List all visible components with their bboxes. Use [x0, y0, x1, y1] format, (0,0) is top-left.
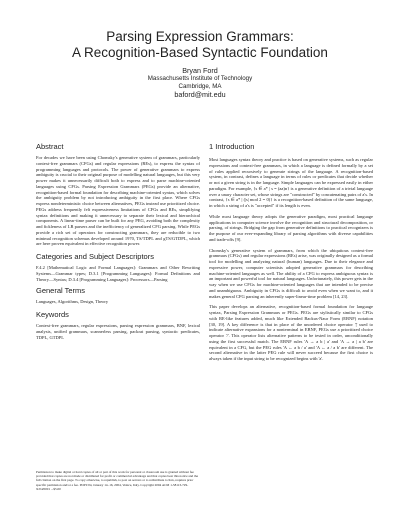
affiliation-2: Cambridge, MA: [178, 82, 222, 90]
title-line-2: A Recognition-Based Syntactic Foundation: [72, 45, 328, 60]
intro-paragraph-2: While most language theory adopts the generative paradigm, most practical language applications in computer science involve the recognition and structural decomposition, or parsing, of strings. Bridging the gap from generative definitions to practical recognizers is the purpose of our ever-expanding library of parsing algorithms with diverse capabilities and trade-offs [9].: [209, 213, 373, 242]
affiliation-1: Massachusetts Institute of Technology: [147, 75, 253, 82]
intro-paragraph-3: Chomsky's generative system of grammars, from which the ubiquitous context-free grammars (CFGs) and regular expressions (REs) arise, was originally designed as a formal tool for modelling and analyzing natural (human) languages. Due to their elegance and expressive power, computer scientists adopted generative grammars for describing machine-oriented languages as well. The ability of a CFG to express ambiguous syntax is an important and powerful tool for natural languages. Unfortunately, this power gets in the way when we use CFGs for machine-oriented languages that are intended to be precise and unambiguous. Ambiguity in CFGs is difficult to avoid even when we want to, and it makes general CFG parsing an inherently super-linear-time problem [14, 23].: [209, 247, 373, 299]
right-column: [209, 142, 373, 367]
general-terms-text: Languages, Algorithms, Design, Theory: [36, 299, 109, 305]
categories-text: F.4.2 [Mathematical Logic and Formal Languages]: Grammars and Other Rewriting Systems—Grammar types; D.3.1 [Programming Languages]: Formal Definitions and Theory—Syntax; D.3.4 [Programming Languages]: Processors—Parsing: [36, 265, 200, 282]
intro-paragraph-4: This paper develops an alternative, recognition-based formal foundation for language syntax, Parsing Expression Grammars or PEGs. PEGs are stylistically similar to CFGs with RE-like features added, much like Extended Backus-Naur Form (EBNF) notation [30, 19]. A key difference is that in place of the unordered choice operator '|' used to indicate alternative expansions for a nonterminal in EBNF, PEGs use a prioritized choice operator '/'. This operator lists alternative patterns to be tested in order, unconditionally using the first successful match. The EBNF rules 'A → a b | a' and 'A → a | a b' are equivalent in a CFG, but the PEG rules 'A ← a b / a' and 'A ← a / a b' are different. The second alternative in the latter PEG rule will never succeed because the first choice is always taken if the input string to be recognized begins with 'a'.: [209, 304, 373, 361]
author-email: baford@mit.edu: [174, 90, 226, 100]
left-column: [36, 142, 200, 345]
abstract-heading: Abstract: [36, 142, 64, 151]
copyright-footnote: Permission to make digital or hard copies of all or part of this work for personal or classroom use is granted without fee provided that copies are not made or distributed for profit or commercial advantage and that copies bear this notice and the full citation on the first page. To copy otherwise, to republish, to post on servers or to redistribute to lists, requires prior specific permission and/or a fee. POPL'04, January 14–16, 2004, Venice, Italy. Copyright 2004 ACM 1-58113-729-X/04/0001 ...$5.00: [36, 470, 199, 491]
keywords-text: Context-free grammars, regular expressions, parsing expression grammars, BNF, lexical analysis, unified grammars, scannerless parsing, packrat parsing, syntactic predicates, TDPL, GTDPL: [36, 323, 200, 340]
title-line-1: Parsing Expression Grammars:: [106, 29, 294, 44]
abstract-text: For decades we have been using Chomsky's generative system of grammars, particularly context-free grammars (CFGs) and regular expressions (REs), to express the syntax of programming languages and protocols. The power of generative grammars to express ambiguity is crucial to their original purpose of modelling natural languages, but this very power makes it unnecessarily difficult both to express and to parse machine-oriented languages using CFGs. Parsing Expression Grammars (PEGs) provide an alternative, recognition-based formal foundation for describing machine-oriented syntax, which solves the ambiguity problem by not introducing ambiguity in the first place. Where CFGs express nondeterministic choice between alternatives, PEGs instead use prioritized choice. PEGs address frequently felt expressiveness limitations of CFGs and REs, simplifying syntax definitions and making it unnecessary to separate their lexical and hierarchical components. A linear-time parser can be built for any PEG, avoiding both the complexity and fickleness of LR parsers and the inefficiency of generalized CFG parsing. While PEGs provide a rich set of operators for constructing grammars, they are reducible to two minimal recognition schemas developed around 1970, TS/TDPL and gTS/GTDPL, which are here proven equivalent in effective recognition power.: [36, 155, 200, 247]
general-terms-heading: General Terms: [36, 286, 86, 296]
keywords-heading: Keywords: [36, 310, 69, 319]
intro-paragraph-1: Most languages syntax theory and practice is based on generative systems, such as regular expressions and context-free grammars, in which a language is defined formally by a set of rules applied recursively to generate strings of the language. A recognition-based system, in contrast, defines a language in terms of rules or predicates that decide whether or not a given string is in the language. Simple languages can be expressed easily in either paradigm. For example, {s ∈ a* | s = (aa)n} is a generative definition of a trivial language over a unary character set, whose strings are "constructed" by concatenating pairs of a's. In contrast, {s ∈ a* | (|s| mod 2 = 0)} is a recognition-based definition of the same language, in which a string of a's is "accepted" if its length is even.: [209, 157, 373, 208]
categories-heading: Categories and Subject Descriptors: [36, 252, 154, 261]
author-block: [0, 66, 400, 99]
introduction-heading: 1 Introduction: [209, 142, 255, 151]
paper-title: [0, 29, 400, 61]
author-name: Bryan Ford: [182, 66, 218, 75]
